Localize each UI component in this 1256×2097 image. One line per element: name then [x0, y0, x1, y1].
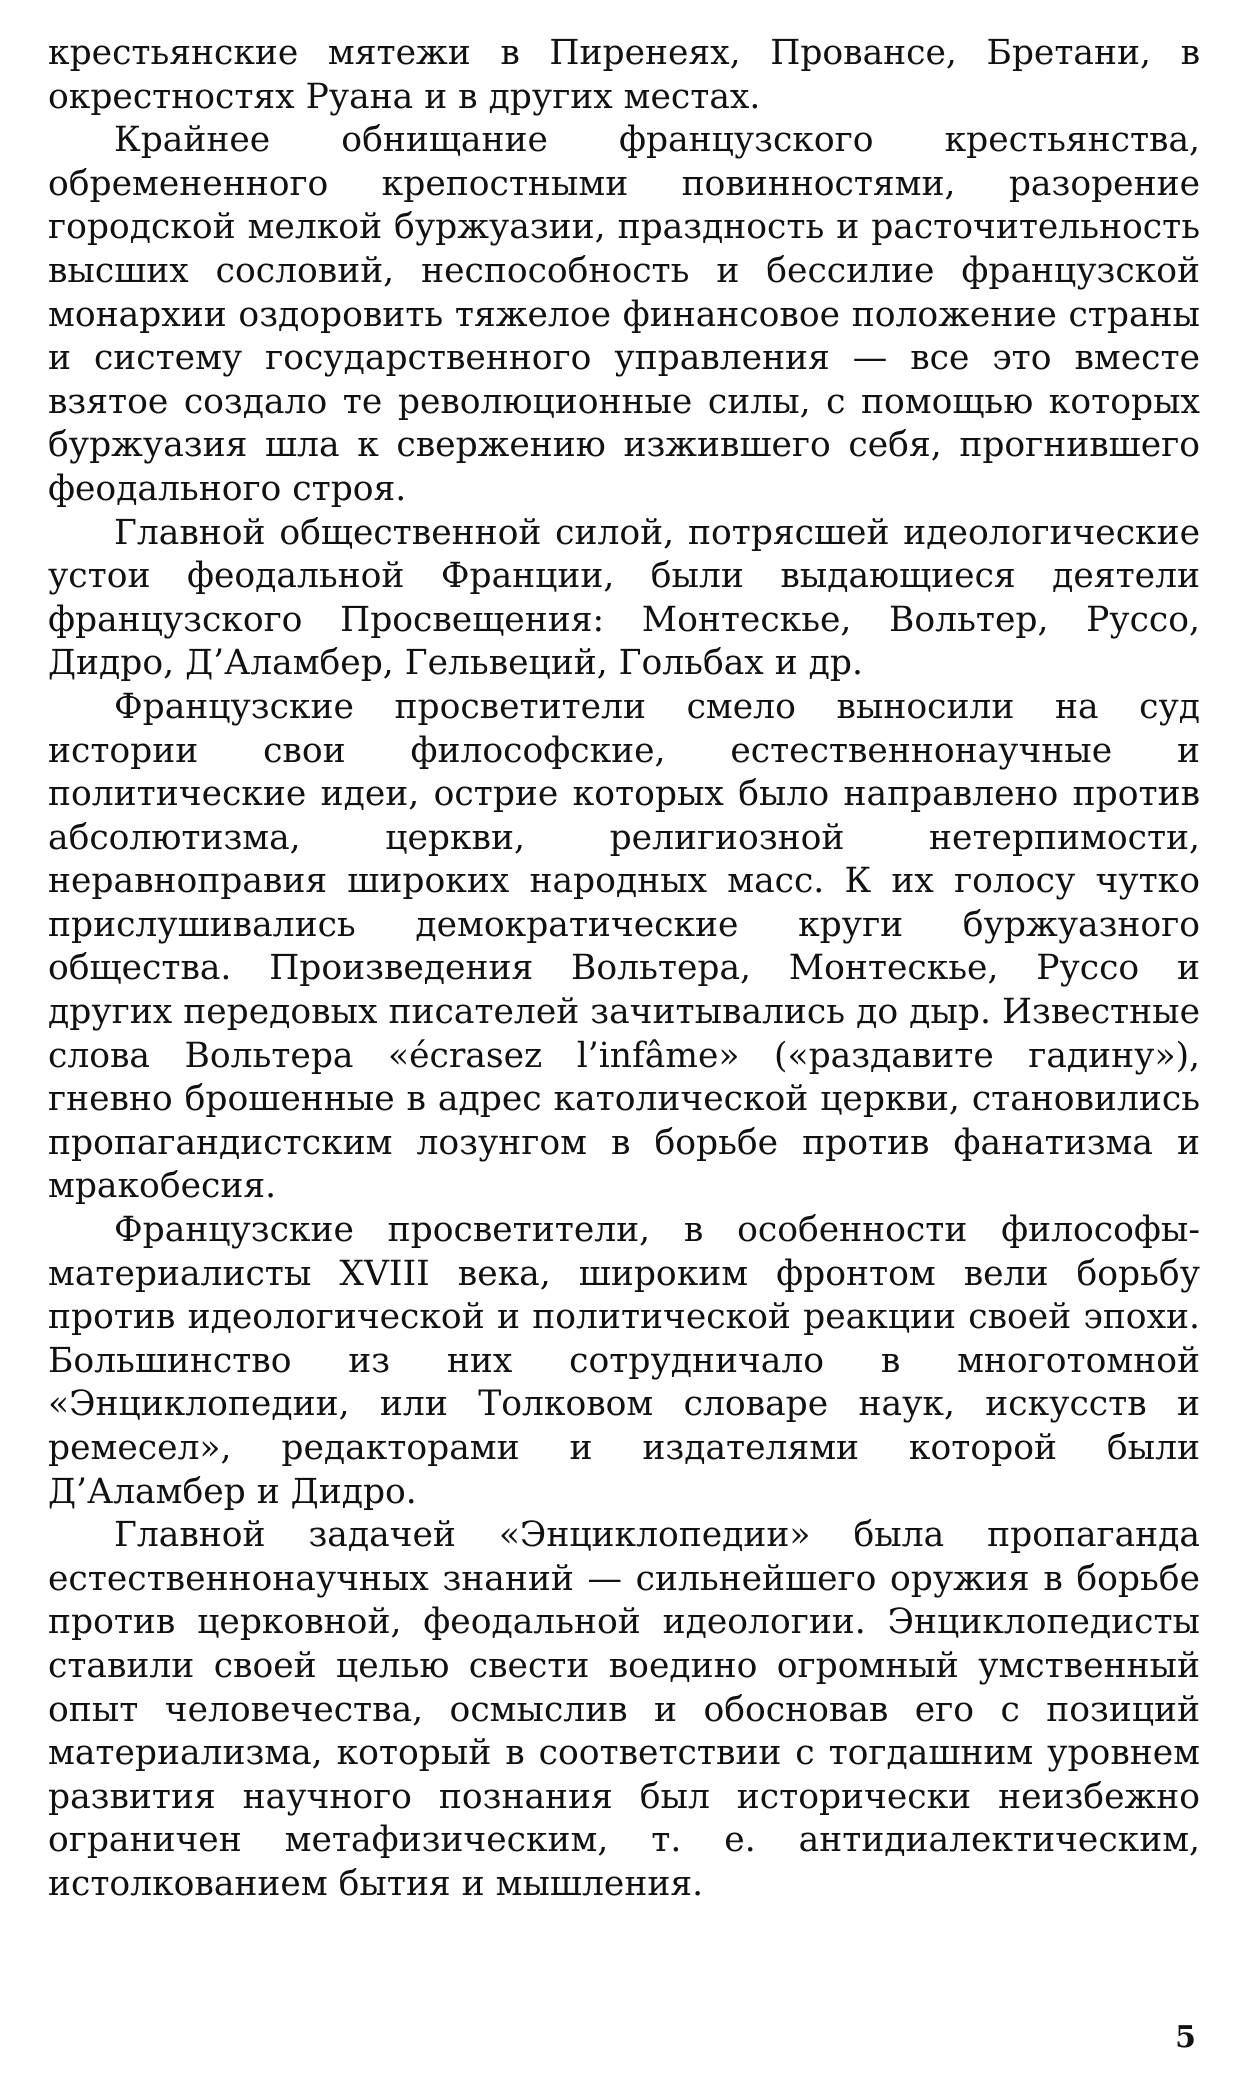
- paragraph-peasantry-poverty: Крайнее обнищание французского крестьянства, обремененного крепостными повинностями, разорение городской мелкой буржуазии, праздность и расточительность высших сословий, неспособность и бессилие французской монархии оздоровить тяжелое финансовое положение страны и систему государственного управления — все это вместе взятое создало те революционные силы, с помощью которых буржуазия шла к свержению изжившего себя, прогнившего феодального строя.: [48, 120, 1200, 509]
- paragraph-materialists: Французские просветители, в особенности философы-материалисты XVIII века, широким фронтом вели борьбу против идеологической и политической реакции своей эпохи. Большинство из них сотрудничало в многотомной «Энциклопедии, или Толковом словаре наук, искусств и ремесел», редакторами и издателями которой были Д’Аламбер и Дидро.: [48, 1210, 1200, 1512]
- paragraph-enlightenment-figures: Главной общественной силой, потрясшей идеологические устои феодальной Франции, были выдающиеся деятели французского Просвещения: Монтескье, Вольтер, Руссо, Дидро, Д’Аламбер, Гельвеций, Гольбах и др.: [48, 512, 1200, 684]
- page-number: 5: [1175, 2020, 1196, 2055]
- paragraph-enlighteners-ideas: Французские просветители смело выносили на суд истории свои философские, естественнонаучные и политические идеи, острие которых было направлено против абсолютизма, церкви, религиозной нетерпимости, неравноправия широких народных масс. К их голосу чутко прислушивались демократические круги буржуазного общества. Произведения Вольтера, Монтескье, Руссо и других передовых писателей зачитывались до дыр. Известные слова Вольтера «écrasez l’infâme» («раздавите гадину»), гневно брошенные в адрес католической церкви, становились пропагандистским лозунгом в борьбе против фанатизма и мракобесия.: [48, 686, 1200, 1207]
- paragraph-encyclopedia-task: Главной задачей «Энциклопедии» была пропаганда естественнонаучных знаний — сильнейшего оружия в борьбе против церковной, феодальной идеологии. Энциклопедисты ставили своей целью свести воедино огромный умственный опыт человечества, осмыслив и обосновав его с позиций материализма, который в соответствии с тогдашним уровнем развития научного познания был исторически неизбежно ограничен метафизическим, т. е. антидиалектическим, истолкованием бытия и мышления.: [48, 1515, 1200, 1904]
- paragraph-continuation: крестьянские мятежи в Пиренеях, Провансе, Бретани, в окрестностях Руана и в других местах.: [48, 33, 1200, 117]
- page-text: [48, 32, 1200, 1907]
